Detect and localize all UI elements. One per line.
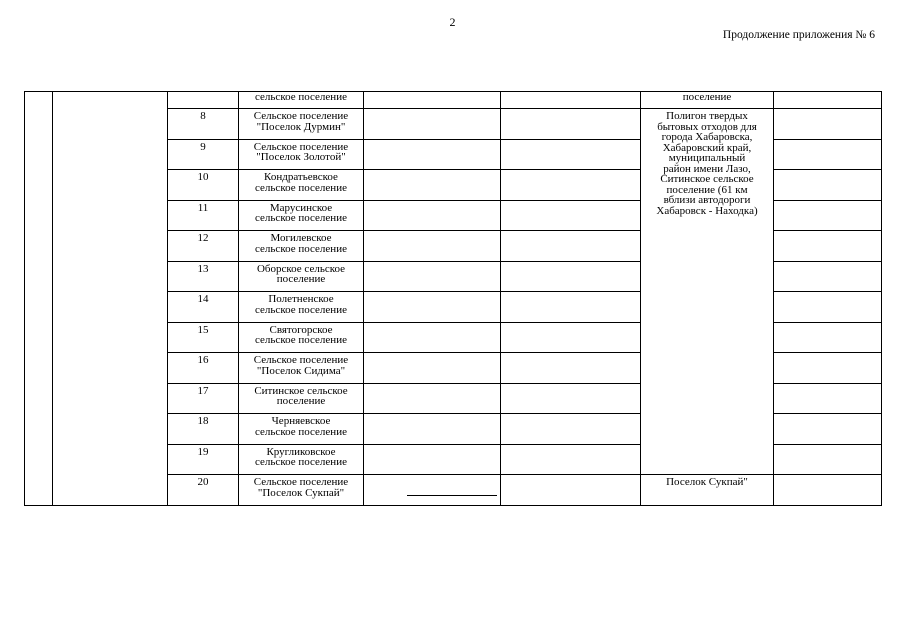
settlement-name-line: "Поселок Сукпай" — [257, 486, 345, 499]
table-cell-empty — [774, 109, 882, 140]
row-number-cell: 13 — [168, 261, 239, 292]
settlement-name-cell — [239, 139, 364, 170]
settlement-name-line: Сельское поселение — [253, 354, 349, 366]
settlement-name-line: сельское поселение — [255, 212, 347, 224]
settlement-name-cell — [239, 261, 364, 292]
table-cell-empty — [501, 292, 641, 323]
table-cell-empty — [364, 139, 501, 170]
table-cell-empty — [501, 231, 641, 262]
settlement-name-cell — [239, 322, 364, 353]
settlement-name-cell — [239, 170, 364, 201]
table-cell-empty — [774, 475, 882, 506]
appendix-title: Продолжение приложения № 6 — [722, 29, 875, 41]
destination-line: Хабаровский край, — [662, 141, 752, 154]
table-cell-empty — [774, 383, 882, 414]
table-cell-empty — [364, 200, 501, 231]
settlement-name-cell — [239, 292, 364, 323]
settlement-name-cell — [239, 231, 364, 262]
settlement-name-line: Полетненское — [268, 293, 334, 305]
settlement-name-line: Святогорское — [269, 323, 333, 336]
table-cell-empty — [364, 109, 501, 140]
table-cell-empty — [774, 414, 882, 445]
table-cell-empty — [364, 414, 501, 445]
table-cell-empty — [501, 414, 641, 445]
settlement-name-line: сельское поселение — [255, 181, 347, 194]
destination-line: Полигон твердых — [666, 110, 748, 122]
table-cell-empty — [501, 170, 641, 201]
table-cell-empty — [364, 170, 501, 201]
table-cell-empty — [364, 322, 501, 353]
table-cell-empty — [774, 231, 882, 262]
landfill-destination-cell — [641, 109, 774, 475]
waste-table — [24, 91, 882, 506]
row-number-cell: 9 — [168, 139, 239, 170]
settlement-name-line: Сельское поселение — [253, 476, 349, 488]
destination-line: вблизи автодороги — [663, 194, 751, 206]
settlement-name-cell — [239, 444, 364, 475]
settlement-name-line: Кругликовское — [266, 445, 336, 458]
settlement-name-line: Оборское сельское — [256, 262, 346, 275]
settlement-name-line: Черняевское — [271, 415, 331, 427]
settlement-name-cell — [239, 200, 364, 231]
destination-line: бытовых отходов для — [657, 120, 757, 133]
settlement-name-cell — [239, 353, 364, 384]
destination-line: Ситинское сельское — [660, 173, 754, 185]
table-cell-empty — [364, 475, 501, 506]
settlement-name-cell: сельское поселение — [239, 92, 364, 109]
row-number-cell: 19 — [168, 444, 239, 475]
table-cell-empty — [501, 200, 641, 231]
table-cell-empty — [774, 139, 882, 170]
table-cell-empty — [774, 200, 882, 231]
settlement-name-line: Сельское поселение — [253, 110, 349, 122]
settlement-name-line: поселение — [276, 273, 326, 285]
table-cell-empty — [774, 444, 882, 475]
settlement-name-line: сельское поселение — [255, 334, 347, 346]
table-cell-empty — [501, 353, 641, 384]
table-cell-empty — [774, 170, 882, 201]
settlement-name-line: сельское поселение — [255, 303, 347, 316]
table-cell-col1 — [25, 92, 53, 506]
table-cell-empty — [501, 261, 641, 292]
settlement-name-line: Могилевское — [270, 232, 332, 244]
settlement-name-line: сельское поселение — [255, 242, 347, 255]
table-cell-empty — [774, 261, 882, 292]
table-cell-num — [168, 92, 239, 109]
table-cell-empty — [501, 322, 641, 353]
table-cell-empty — [364, 292, 501, 323]
settlement-name-line: сельское поселение — [255, 456, 347, 468]
settlement-name-line: "Поселок Сидима" — [256, 364, 346, 377]
table-cell-empty — [501, 444, 641, 475]
table-cell-empty — [501, 109, 641, 140]
table-row — [25, 92, 882, 109]
destination-line: поселение (61 км — [666, 183, 748, 196]
row-number-cell: 20 — [168, 475, 239, 506]
row-number-cell: 16 — [168, 353, 239, 384]
settlement-name-line: Кондратьевское — [264, 171, 338, 183]
settlement-name-line: сельское поселение — [255, 425, 347, 438]
row-number-cell: 12 — [168, 231, 239, 262]
destination-cell: поселение — [641, 92, 774, 109]
row-number-cell: 11 — [168, 200, 239, 231]
table-cell-empty — [501, 475, 641, 506]
table-cell-empty — [501, 92, 641, 109]
settlement-name-line: поселение — [276, 395, 326, 407]
table-cell-empty — [774, 322, 882, 353]
destination-line: муниципальный — [668, 152, 746, 164]
settlement-name-line: Сельское поселение — [253, 140, 349, 153]
table-cell-empty — [364, 353, 501, 384]
table-cell-empty — [501, 139, 641, 170]
settlement-name-cell — [239, 414, 364, 445]
settlement-name-line: "Поселок Золотой" — [256, 151, 346, 163]
table-cell-empty — [364, 231, 501, 262]
row-number-cell: 8 — [168, 109, 239, 140]
row-number-cell: 18 — [168, 414, 239, 445]
table-cell-empty — [774, 92, 882, 109]
settlement-name-cell — [239, 109, 364, 140]
table-cell-empty — [364, 92, 501, 109]
settlement-name-cell — [239, 383, 364, 414]
table-cell-empty — [774, 353, 882, 384]
settlement-name-cell — [239, 475, 364, 506]
row-number-cell: 10 — [168, 170, 239, 201]
settlement-name-line: Ситинское сельское — [254, 384, 348, 397]
destination-cell: Поселок Сукпай" — [641, 475, 774, 506]
table-cell-empty — [364, 444, 501, 475]
destination-line: район имени Лазо, — [663, 162, 751, 175]
row-number-cell: 15 — [168, 322, 239, 353]
destination-line: Хабаровск - Находка) — [656, 204, 758, 217]
destination-line: города Хабаровска, — [661, 131, 753, 143]
table-cell-empty — [364, 261, 501, 292]
table-cell-empty — [501, 383, 641, 414]
table-cell-col2 — [53, 92, 168, 506]
page-number: 2 — [449, 15, 456, 29]
footer-divider — [407, 495, 497, 496]
row-number-cell: 17 — [168, 383, 239, 414]
settlement-name-line: "Поселок Дурмин" — [256, 120, 346, 133]
table-cell-empty — [364, 383, 501, 414]
settlement-name-line: Марусинское — [269, 201, 333, 214]
table-cell-empty — [774, 292, 882, 323]
row-number-cell: 14 — [168, 292, 239, 323]
